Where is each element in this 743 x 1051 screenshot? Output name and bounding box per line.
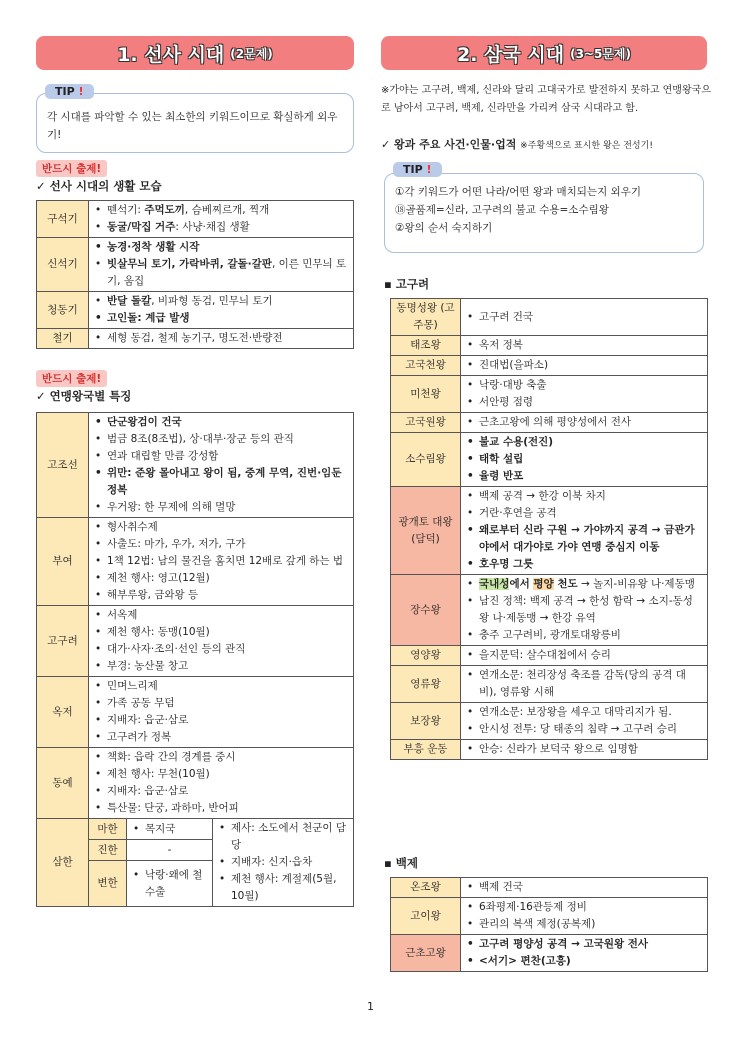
list-item: • 제천 행사: 동맹(10월)	[93, 624, 349, 641]
table-row	[391, 376, 708, 413]
desc-cell	[89, 238, 354, 292]
desc-cell	[461, 646, 708, 666]
table-row	[391, 703, 708, 740]
desc-cell	[461, 487, 708, 575]
king-cell: 고국천왕	[391, 356, 461, 376]
sub-state-cell: 진한	[89, 840, 127, 861]
list-item: • 단군왕검이 건국	[93, 414, 349, 431]
desc-cell	[461, 575, 708, 646]
king-cell-peak: 광개토 대왕 (담덕)	[391, 487, 461, 575]
table-row	[391, 666, 708, 703]
list-item: • 낙랑·대방 축출	[465, 377, 703, 394]
list-item: • 안시성 전투: 당 태종의 침략 → 고구려 승리	[465, 721, 703, 738]
list-item: • 안승: 신라가 보덕국 왕으로 임명함	[465, 741, 703, 758]
desc-cell	[461, 433, 708, 487]
list-item: • 백제 공격 → 한강 이북 차지	[465, 488, 703, 505]
table-row	[37, 201, 354, 238]
sub-state-cell: 마한	[89, 819, 127, 840]
list-item: • 백제 건국	[465, 879, 703, 896]
list-item: • 옥저 정복	[465, 337, 703, 354]
era-cell: 구석기	[37, 201, 89, 238]
section-subtitle: (2문제)	[230, 46, 273, 61]
state-cell: 옥저	[37, 677, 89, 748]
goguryeo-heading: ▪ 고구려	[384, 277, 430, 291]
desc-cell	[461, 666, 708, 703]
king-cell-peak: 근초고왕	[391, 935, 461, 972]
list-item: • 남진 정책: 백제 공격 → 한성 함락 → 소지-동성왕 나·제동맹 → 한강 유역	[465, 593, 703, 627]
desc-cell	[89, 606, 354, 677]
state-cell: 동예	[37, 748, 89, 819]
section-title: 2. 삼국 시대	[456, 43, 565, 66]
desc-cell	[89, 329, 354, 349]
list-item: • 호우명 그릇	[465, 556, 703, 573]
list-item: • 책화: 읍락 간의 경계를 중시	[93, 749, 349, 766]
tip-line: ①각 키워드가 어떤 나라/어떤 왕과 매치되는지 외우기	[395, 186, 641, 198]
table-row	[391, 433, 708, 487]
list-item: • 근초고왕에 의해 평양성에서 전사	[465, 414, 703, 431]
desc-cell	[127, 861, 213, 907]
list-item: • 지배자: 읍군·삼로	[93, 783, 349, 800]
section-title: 1. 선사 시대	[117, 43, 225, 66]
list-item: • 1책 12법: 남의 물건을 훔치면 12배로 갚게 하는 법	[93, 553, 349, 570]
king-cell: 영양왕	[391, 646, 461, 666]
desc-cell	[127, 819, 213, 840]
list-item: • 특산물: 단궁, 과하마, 반어피	[93, 800, 349, 817]
desc-cell	[461, 935, 708, 972]
tip-label	[393, 162, 442, 177]
table-row	[391, 740, 708, 760]
table-row	[391, 935, 708, 972]
desc-cell	[89, 518, 354, 606]
list-item: • 목지국	[131, 822, 208, 836]
era-cell: 신석기	[37, 238, 89, 292]
era-cell: 철기	[37, 329, 89, 349]
list-item: • 사출도: 마가, 우가, 저가, 구가	[93, 536, 349, 553]
baekje-table	[390, 877, 708, 972]
king-cell: 보장왕	[391, 703, 461, 740]
table-row	[391, 487, 708, 575]
list-item: • 연과 대립할 만큼 강성함	[93, 448, 349, 465]
desc-cell	[89, 201, 354, 238]
desc-cell	[461, 878, 708, 898]
king-cell: 온조왕	[391, 878, 461, 898]
highlight-green: 국내성	[479, 578, 510, 590]
tip-label	[45, 84, 94, 99]
list-item: • 가족 공동 무덤	[93, 695, 349, 712]
tip-line: ②왕의 순서 숙지하기	[395, 222, 493, 234]
list-item: • 국내성에서 평양 천도 → 놀지-비유왕 나·제동맹	[465, 576, 703, 593]
list-item: • 형사취수제	[93, 519, 349, 536]
list-item: • 진대법(을파소)	[465, 357, 703, 374]
baekje-heading: ▪ 백제	[384, 856, 419, 870]
list-item: • <서기> 편찬(고흥)	[465, 953, 703, 970]
list-item: • 위만: 준왕 몰아내고 왕이 됨, 중계 무역, 진번·임둔 정복	[93, 465, 349, 499]
list-item: • 제천 행사: 무천(10월)	[93, 766, 349, 783]
table-row	[391, 299, 708, 336]
list-item: • 왜로부터 신라 구원 → 가야까지 공격 → 금관가야에서 대가야로 가야 연맹 중심지 이동	[465, 522, 703, 556]
list-item: • 세형 동검, 철제 농기구, 명도전·반량전	[93, 330, 349, 347]
list-item: • 관리의 복색 제정(공복제)	[465, 916, 703, 933]
list-item: • 민며느리제	[93, 678, 349, 695]
table-row	[391, 878, 708, 898]
list-item: • 낙랑·왜에 철 수출	[131, 867, 208, 901]
table-row	[37, 413, 354, 518]
check-heading-text: ✓ 왕과 주요 사건·인물·업적	[381, 138, 517, 151]
list-item: • 대가·사자·조의·선인 등의 관직	[93, 641, 349, 658]
tip-mark: !	[78, 85, 84, 98]
list-item: • 농경·정착 생활 시작	[93, 239, 349, 256]
table-row	[37, 518, 354, 606]
desc-cell	[461, 413, 708, 433]
list-item: • 부경: 농산물 창고	[93, 658, 349, 675]
desc-cell	[461, 898, 708, 935]
desc-cell: -	[127, 840, 213, 861]
tip-box	[36, 93, 354, 153]
list-item: • 고구려 평양성 공격 → 고국원왕 전사	[465, 936, 703, 953]
list-item: • 연개소문: 보장왕을 세우고 대막리지가 됨.	[465, 704, 703, 721]
states-table	[36, 412, 354, 907]
king-cell-peak: 장수왕	[391, 575, 461, 646]
tip-line: ⑱골품제=신라, 고구려의 불교 수용=소수림왕	[395, 204, 609, 216]
table-row	[37, 677, 354, 748]
desc-cell	[461, 740, 708, 760]
desc-cell	[461, 299, 708, 336]
list-item: • 제사: 소도에서 천군이 담당	[217, 820, 349, 854]
list-item: • 고인돌: 계급 발생	[93, 310, 349, 327]
king-cell: 태조왕	[391, 336, 461, 356]
list-item: • 범금 8조(8조법), 상·대부·장군 등의 관직	[93, 431, 349, 448]
tip-mark: !	[426, 163, 432, 176]
list-item: • 거란·후연을 공격	[465, 505, 703, 522]
table-row	[37, 238, 354, 292]
desc-cell	[89, 413, 354, 518]
king-cell: 동명성왕 (고주몽)	[391, 299, 461, 336]
list-item: • 불교 수용(전진)	[465, 434, 703, 451]
list-item: • 6좌평제·16관등제 정비	[465, 899, 703, 916]
list-item: • 동굴/막집 거주: 사냥·채집 생활	[93, 219, 349, 236]
desc-cell	[461, 356, 708, 376]
tip-box	[384, 173, 704, 253]
list-item: • 뗀석기: 주먹도끼, 슴베찌르개, 찍개	[93, 202, 349, 219]
prehistory-table	[36, 200, 354, 349]
desc-cell	[461, 336, 708, 356]
tip-text: 각 시대를 파악할 수 있는 최소한의 키워드이므로 확실하게 외우기!	[47, 111, 338, 141]
section-header-three-kingdoms	[381, 36, 707, 70]
king-cell: 부흥 운동	[391, 740, 461, 760]
highlight-orange: 평양	[533, 578, 554, 590]
state-cell: 고조선	[37, 413, 89, 518]
list-item: • 해부루왕, 금와왕 등	[93, 587, 349, 604]
table-row	[391, 336, 708, 356]
must-badge: 반드시 출제!	[36, 370, 107, 387]
list-item: • 반달 돌칼, 비파형 동검, 민무늬 토기	[93, 293, 349, 310]
desc-cell	[89, 677, 354, 748]
table-row	[391, 575, 708, 646]
list-item: • 연개소문: 천리장성 축조를 감독(당의 공격 대비), 영류왕 시해	[465, 667, 703, 701]
state-cell: 부여	[37, 518, 89, 606]
king-cell: 소수림왕	[391, 433, 461, 487]
king-cell: 고국원왕	[391, 413, 461, 433]
section-header-prehistory	[36, 36, 354, 70]
table-row	[37, 329, 354, 349]
table-row	[391, 356, 708, 376]
king-cell: 미천왕	[391, 376, 461, 413]
list-item: • 우거왕: 한 무제에 의해 멸망	[93, 499, 349, 516]
desc-cell	[461, 703, 708, 740]
table-row	[391, 646, 708, 666]
list-item: • 고구려 건국	[465, 309, 703, 326]
note-text: ※가야는 고구려, 백제, 신라와 달리 고대국가로 발전하지 못하고 연맹왕국으로 남아서 고구려, 백제, 신라만을 가리켜 삼국 시대라고 함.	[381, 85, 711, 114]
table-row	[391, 898, 708, 935]
check-heading: ✓ 연맹왕국별 특징	[36, 389, 132, 403]
check-heading: ✓ 선사 시대의 생활 모습	[36, 179, 162, 193]
table-row	[391, 413, 708, 433]
list-item: • 태학 설립	[465, 451, 703, 468]
tip-label-text: TIP	[55, 85, 75, 98]
state-cell: 고구려	[37, 606, 89, 677]
era-cell: 청동기	[37, 292, 89, 329]
list-item: • 서안평 점령	[465, 394, 703, 411]
desc-cell	[213, 819, 354, 907]
desc-cell	[89, 292, 354, 329]
table-row	[37, 606, 354, 677]
list-item: • 서옥제	[93, 607, 349, 624]
tip-label-text: TIP	[403, 163, 423, 176]
list-item: • 지배자: 읍군·삼로	[93, 712, 349, 729]
list-item: • 고구려가 정복	[93, 729, 349, 746]
table-row	[37, 819, 354, 840]
list-item: • 율령 반포	[465, 468, 703, 485]
list-item: • 제천 행사: 계절제(5월, 10월)	[217, 871, 349, 905]
section-subtitle: (3~5문제)	[570, 46, 631, 61]
king-cell: 고이왕	[391, 898, 461, 935]
list-item: • 충주 고구려비, 광개토대왕릉비	[465, 627, 703, 644]
list-item: • 을지문덕: 살수대첩에서 승리	[465, 647, 703, 664]
must-badge: 반드시 출제!	[36, 160, 107, 177]
goguryeo-table	[390, 298, 708, 760]
desc-cell	[461, 376, 708, 413]
list-item: • 빗살무늬 토기, 가락바퀴, 갈돌·갈판, 이른 민무늬 토기, 움집	[93, 256, 349, 290]
list-item: • 지배자: 신지·읍차	[217, 854, 349, 871]
list-item: • 제천 행사: 영고(12월)	[93, 570, 349, 587]
page-number: 1	[367, 1000, 374, 1013]
table-row	[37, 748, 354, 819]
sub-state-cell: 변한	[89, 861, 127, 907]
desc-cell	[89, 748, 354, 819]
check-note: ※주황색으로 표시한 왕은 전성기!	[520, 141, 653, 151]
table-row	[37, 292, 354, 329]
king-cell: 영류왕	[391, 666, 461, 703]
state-cell: 삼한	[37, 819, 89, 907]
check-heading	[381, 136, 653, 152]
